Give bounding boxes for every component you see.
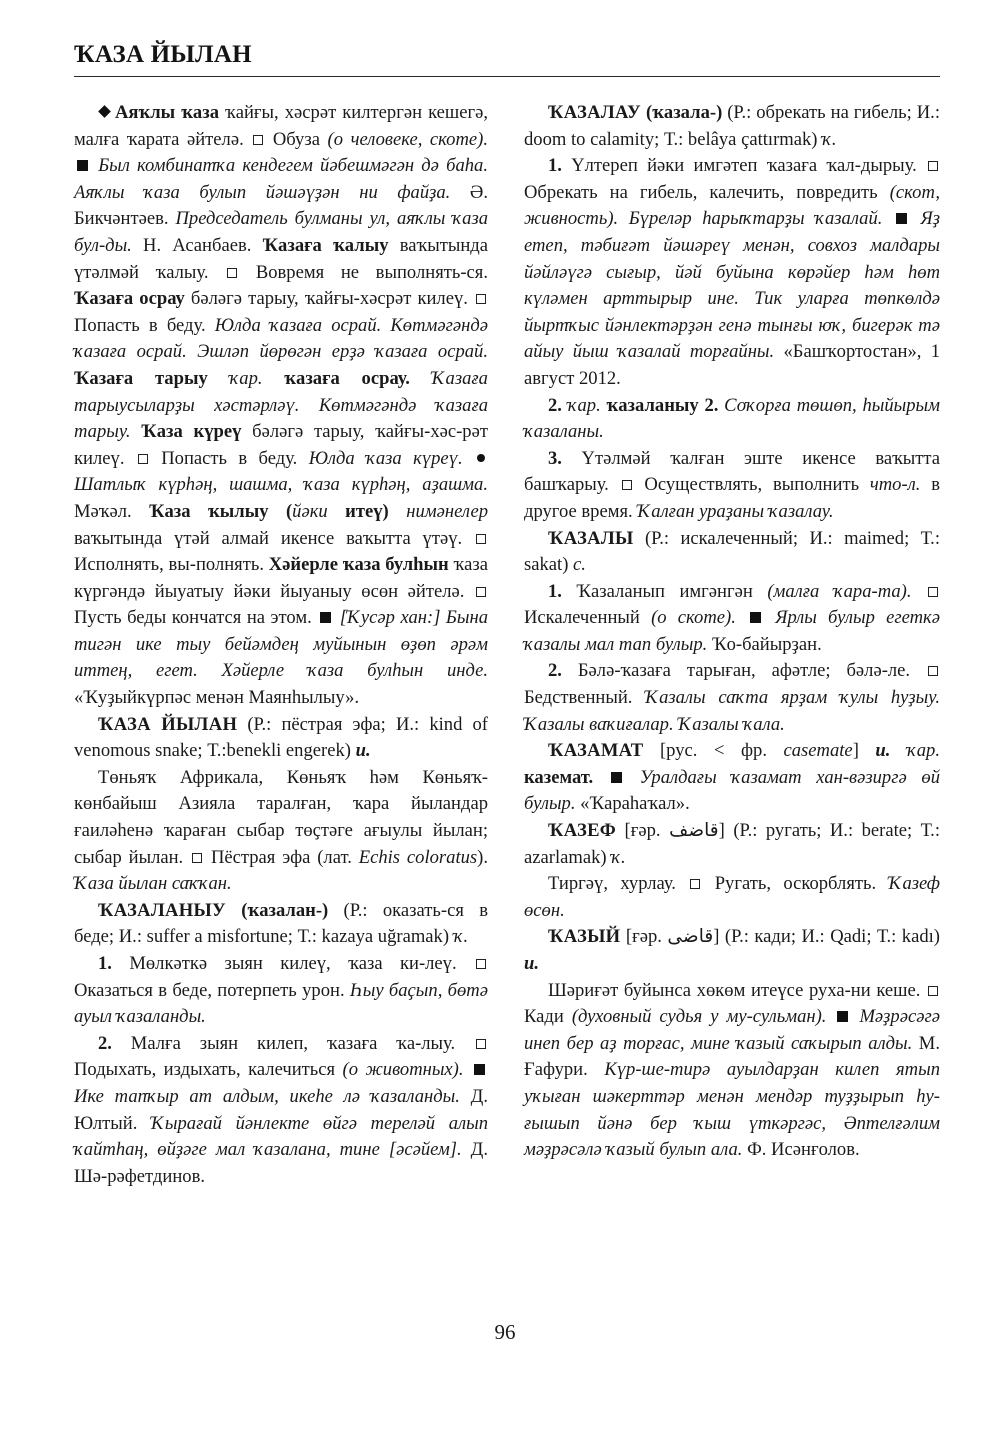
open-marker-icon (253, 135, 263, 145)
text-run: Ҡаза күреү (141, 421, 242, 443)
text-run: Д. Юлтый. (74, 1085, 488, 1134)
open-marker-icon (622, 480, 632, 490)
open-marker-icon (227, 268, 237, 278)
open-marker-icon (928, 161, 938, 171)
text-run (208, 368, 230, 389)
dictionary-paragraph (524, 658, 940, 738)
text-run: Мәҙрәсәгә инеп бер аҙ торғас, мине ҡазый саҡырып алды. (524, 1006, 940, 1054)
text-run: (о скоте). (651, 607, 736, 629)
text-run: М. Ғафури. (524, 1032, 940, 1081)
dictionary-paragraph (524, 579, 940, 659)
text-run: Попасть в беду. (149, 447, 309, 469)
text-run: Ҡазалы саҡта ярҙам ҡулы һуҙыу. Ҡазалы ваҡиғалар. Ҡазалы ҡала. (524, 687, 940, 735)
text-run: бәләгә тарыу, ҡайғы-хәс-рәт килеү. (74, 421, 488, 469)
text-run: [ғәр. قاضی] (Р.: кади; И.: Qadi; Т.: kadı) (620, 926, 940, 948)
text-run (131, 421, 142, 442)
text-run: Үтәлмәй ҡалған эште икенсе ваҡытта башҡарыу. (524, 447, 940, 496)
open-marker-icon (690, 879, 700, 889)
text-run: ҡайғы, хәсрәт килтергән кешегә, малға ҡарата әйтелә. (74, 102, 489, 150)
text-run (263, 368, 285, 389)
text-run: ҡ. (611, 846, 626, 868)
text-run: Осуществлять, выполнить (633, 474, 870, 496)
text-run: Ф. Исәнғолов. (742, 1139, 860, 1161)
dictionary-paragraph (524, 393, 940, 446)
headword: ҠАЗАЛАНЫУ (98, 899, 226, 921)
dictionary-paragraph (524, 818, 940, 871)
filled-marker-icon (611, 772, 622, 783)
text-run: «Башҡортостан», 1 август 2012. (524, 341, 940, 389)
dictionary-paragraph (74, 100, 488, 712)
text-run: [ғәр. قاضف] (Р.: ругать; И.: berate; Т.: azarlamak) (524, 820, 940, 868)
text-run: Д. Шә-рәфетдинов. (74, 1139, 489, 1187)
text-run: «Ҡараһаҡал». (575, 793, 690, 815)
dictionary-paragraph (524, 446, 940, 526)
text-run: (духовный судья у му-сульман). (571, 1006, 827, 1028)
open-marker-icon (928, 666, 938, 676)
text-run: Echis coloratus (358, 846, 478, 868)
text-run: Ә. Бикчәнтәев. (74, 181, 488, 230)
text-run: Мөлкәткә зыян килеү, ҡаза ки-леү. (111, 953, 474, 974)
headword: ҠАЗАЛАУ (548, 102, 642, 123)
text-run: [Ҡусәр хан:] Бына тигән ике тыу бейәмдең муйынын өҙөп әрәм иттең, егет. Хәйерле ҡаза булһын инде. (74, 607, 488, 682)
headword: ҠАЗАЛЫ (548, 527, 634, 549)
dictionary-paragraph (74, 765, 488, 898)
text-run: Соҡорға төшөп, һыйырым ҡазаланы. (524, 394, 940, 443)
text-run: Юлда ҡазаға осрай. Көтмәгәндә ҡазаға осрай. Эшләп йөрөгән ерҙә ҡазаға осрай. (74, 314, 489, 363)
text-run: йәки (292, 500, 328, 522)
text-run: Уралдағы ҡазамат хан-вәзиргә өй булыр. (524, 766, 941, 815)
text-run (826, 1006, 834, 1027)
text-run: 3. (548, 447, 562, 469)
open-marker-icon (192, 853, 202, 863)
text-run: Бәлә-ҡазаға тарыған, афәтле; бәлә-ле. (561, 660, 926, 682)
text-run: с. (573, 554, 586, 576)
text-run: Ҡазаға тарыусыларҙы хәстәрләү. Көтмәгәндә ҡазаға тарыу. (74, 367, 488, 443)
dictionary-paragraph (74, 951, 488, 1031)
text-run: «Ҡуҙыйкүрпәс менән Маянһылыу». (74, 687, 360, 709)
headword: ҠАЗА ЙЫЛАН (98, 713, 238, 735)
text-run: Н. Асанбаев. (131, 234, 263, 256)
text-run: Председатель булманы ул, аяҡлы ҡаза бул-ды. (74, 208, 488, 256)
text-run: Ҡаза ҡылыу ( (149, 500, 293, 522)
text-run: Был комбинатҡа кендегем йәбешмәгән дә баһа. Аяҡлы ҡаза булып йәшәүҙән ни файҙа. (74, 155, 488, 203)
text-run: Ҡырағай йәнлекте өйгә тереләй алып ҡайтһаң, өйҙәге мал ҡазалана, тине [әсәйем]. (74, 1112, 488, 1161)
filled-marker-icon (750, 612, 761, 623)
text-run (226, 900, 241, 921)
text-run: ҡар. (229, 367, 263, 389)
text-run: 1. (548, 155, 562, 177)
text-run: ). (477, 846, 488, 868)
bullet-marker-icon (477, 454, 485, 462)
text-run: Мәҡәл. (74, 500, 150, 522)
text-run: Ҡазаға тарыу (74, 367, 208, 389)
text-run: 2. (98, 1032, 112, 1054)
open-marker-icon (476, 534, 486, 544)
text-run (593, 767, 608, 788)
right-column (524, 100, 940, 1164)
text-run: (Р.: обрекать на гибель; И.: doom to calamity; Т.: belâya çattırmak) (524, 102, 940, 150)
text-run (882, 208, 893, 229)
text-run: Күр-ше-тирә ауылдарҙан килеп ятып уҡыған шәкерттәр менән мендәр туҙҙырып һу-ғышып йәнә бер ҡыш үткәргәс, Әптелғәлим мәҙрәсәлә ҡазый булып ала. (524, 1059, 940, 1161)
text-run: ] (852, 740, 876, 762)
text-run: (Р.: искалеченный; И.: maimed; Т.: sakat) (524, 527, 940, 576)
text-run: Вовремя не выполнять-ся. (239, 261, 488, 283)
dictionary-paragraph (524, 526, 940, 579)
text-run: ваҡытында үтәй алмай икенсе ваҡытта үтәү. (74, 527, 474, 549)
text-run: что-л. (869, 474, 921, 496)
open-marker-icon (928, 587, 938, 597)
text-run: casemate (783, 740, 853, 762)
text-run: Обуза (265, 128, 328, 150)
text-run: 2. (548, 660, 562, 682)
text-run: 1. (98, 953, 112, 974)
text-run: (ҡазала-) (646, 102, 723, 123)
text-run (890, 740, 907, 761)
text-run: Ҡо-байырҙан. (707, 633, 822, 655)
running-head: ҠАЗА ЙЫЛАН (74, 41, 252, 68)
open-marker-icon (476, 294, 486, 304)
text-run: Попасть в беду. (74, 314, 215, 336)
open-marker-icon (928, 986, 938, 996)
text-run: Кади (524, 1006, 572, 1028)
text-run: Аяҡлы ҡаза (115, 102, 219, 123)
text-run: в другое время. (524, 474, 940, 522)
filled-marker-icon (896, 213, 907, 224)
text-run: каземат. (524, 766, 594, 788)
text-run: Малға зыян килеп, ҡазаға ҡа-лыу. (111, 1032, 474, 1054)
headword: ҠАЗЫЙ (548, 926, 621, 948)
text-run: Оказаться в беде, потерпеть урон. (74, 979, 350, 1001)
text-run (764, 607, 775, 628)
text-run: Ҡазеф өсөн. (524, 873, 941, 921)
text-run (463, 448, 474, 469)
text-run: Ҡазаға ҡалыу (262, 234, 389, 256)
text-run: Пусть беды кончатся на этом. (74, 607, 318, 629)
filled-marker-icon (837, 1011, 848, 1022)
text-run: (Р.: оказать-ся в беде; И.: suffer a misfortune; Т.: kazaya uğramak) (74, 899, 488, 948)
text-run: Ҡазаға осрау (74, 288, 185, 310)
header-rule (74, 76, 940, 77)
text-run (736, 607, 747, 628)
text-run: 1. (548, 580, 562, 602)
page-header (74, 40, 940, 77)
text-run: Ҡалған ураҙаны ҡазалау. (637, 500, 834, 522)
text-run: (Р.: пёстрая эфа; И.: kind of venomous snake; Т.:benekli engerek) (74, 713, 488, 762)
text-run: Пёстрая эфа (лат. (204, 846, 359, 868)
text-run: [рус. < фр. (643, 740, 784, 762)
page-number: 96 (494, 1320, 516, 1344)
text-run: Шатлыҡ күрһәң, шашма, ҡаза күрһәң, аҙашма. (74, 474, 488, 496)
dictionary-paragraph (524, 978, 940, 1164)
diamond-marker-icon (98, 105, 111, 118)
text-run: Тиргәү, хурлау. (548, 873, 689, 895)
text-run: (скот, живность). Бүреләр һарыҡтарҙы ҡазалай. (524, 181, 940, 230)
text-run: 2. (548, 394, 562, 416)
text-run: Бедственный. (524, 687, 646, 709)
dictionary-paragraph (524, 871, 940, 924)
text-run: Подыхать, издыхать, калечиться (74, 1059, 343, 1081)
text-run: Ҡаза йылан саҡҡан. (74, 873, 232, 895)
text-run: ҡ. (453, 926, 469, 948)
filled-marker-icon (320, 612, 331, 623)
text-run: Ҡазаланып имгәнгән (561, 580, 768, 602)
text-run: ҡар. (567, 394, 601, 416)
text-run: ҡаза күргәндә йыуатыу йәки йыуаныу өсөн әйтелә. (74, 554, 488, 602)
text-run (625, 767, 640, 788)
text-run: Һыу баҫып, бөтә ауыл ҡазаланды. (74, 979, 488, 1028)
dictionary-paragraph (74, 898, 488, 951)
text-run: ваҡытында үтәлмәй ҡалыу. (74, 234, 488, 283)
open-marker-icon (476, 587, 486, 597)
text-run: Үлтереп йәки имгәтеп ҡазаға ҡал-дырыу. (561, 155, 926, 177)
dictionary-paragraph (524, 738, 940, 818)
open-marker-icon (138, 454, 148, 464)
text-run: Обрекать на гибель, калечить, повредить (524, 181, 890, 203)
text-run: итеү) (327, 500, 389, 522)
text-run: Ярлы булыр егеткә ҡазалы мал тап булыр. (524, 607, 940, 655)
dictionary-paragraph (74, 712, 488, 765)
open-marker-icon (476, 959, 486, 969)
text-run: Искалеченный (524, 607, 652, 629)
text-run: ҡазаланыу 2. (606, 394, 719, 416)
text-run: Юлда ҡаза күреү. (308, 447, 463, 469)
text-run: (малға ҡара-та). (767, 580, 912, 602)
headword: ҠАЗАМАТ (548, 740, 644, 762)
text-run: (ҡазалан-) (241, 899, 329, 921)
text-run: и. (524, 953, 539, 974)
text-run: (о человеке, скоте). (327, 128, 488, 150)
text-run: Хәйерле ҡаза булһын (268, 554, 449, 576)
open-marker-icon (476, 1039, 486, 1049)
text-run (910, 208, 921, 229)
text-run: нимәнелер (406, 500, 488, 522)
dictionary-paragraph (524, 153, 940, 392)
text-run: Ругать, оскорблять. (702, 873, 889, 895)
headword: ҠАЗЕФ (548, 820, 617, 842)
text-run: Исполнять, вы-полнять. (74, 554, 269, 576)
text-run (464, 1059, 471, 1080)
text-run: и. (875, 740, 891, 762)
dictionary-paragraph (74, 1031, 488, 1191)
text-run: и. (355, 740, 371, 762)
text-run: Ике тапҡыр ат алдым, икеһе лә ҡазаланды. (74, 1085, 460, 1107)
text-run (410, 368, 432, 389)
text-run: ҡ. (822, 128, 837, 150)
text-run: (о животных). (342, 1059, 464, 1081)
text-run: Шәриғәт буйынса хөкөм итеүсе руха-ни кеше. (548, 979, 926, 1001)
filled-marker-icon (77, 160, 88, 171)
filled-marker-icon (474, 1064, 485, 1075)
text-run: ҡазаға осрау. (284, 367, 410, 389)
text-run (912, 581, 926, 602)
text-run: ҡар. (906, 740, 940, 762)
text-run: бәләгә тарыу, ҡайғы-хәсрәт килеү. (184, 288, 474, 310)
text-run: Төньяҡ Африкала, Көньяҡ һәм Көньяҡ-көнбайыш Азияла таралған, ҡара йыландар ғаиләһенә ҡараған сыбар төҫтәге ағыулы йылан; сыбар йылан. (74, 766, 488, 868)
text-run: Яҙ етеп, тәбиғәт йәшәреү менән, совхоз малдары йәйләүгә сығыр, йәй буйына көрәйер һәм һөт күләмен арттырыр ине. Тик уларға төпкөлдә йыртҡыс йәнлектәрҙән генә тынғы юҡ, бигерәк тә айыу йыш ҡазалай торғайны. (524, 208, 940, 363)
text-run (389, 501, 406, 522)
left-column (74, 100, 488, 1190)
dictionary-paragraph (524, 924, 940, 977)
dictionary-paragraph (524, 100, 940, 153)
